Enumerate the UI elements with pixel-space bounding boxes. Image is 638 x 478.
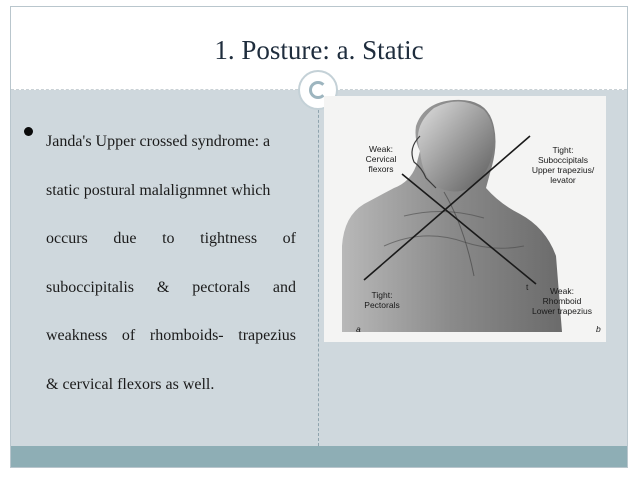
bullet-line-5: [24, 312, 296, 361]
word-to: to: [162, 230, 175, 247]
label-weak-cervical-3: flexors: [368, 164, 394, 174]
word-weakness: weakness: [46, 327, 108, 344]
slide-title: 1. Posture: a. Static: [214, 35, 424, 65]
label-tight-sub-4: levator: [550, 175, 576, 185]
word-rhomboids: rhomboids-: [149, 327, 224, 344]
label-t: t: [526, 282, 529, 292]
word-occurs: occurs: [46, 230, 88, 247]
bullet-line-2: static postural malalignmnet which: [46, 181, 271, 199]
label-weak-cervical: [354, 144, 408, 174]
bullet-line-3: [24, 215, 296, 264]
label-tight-pectorals: [358, 290, 406, 310]
label-tight-pect-2: Pectorals: [364, 300, 400, 310]
bullet-text: [24, 118, 296, 409]
label-weak-rhomboid: [524, 286, 600, 316]
label-weak-cervical-1: Weak:: [369, 144, 393, 154]
label-weak-rhom-2: Rhomboid: [542, 296, 582, 306]
label-weak-rhom-3: Lower trapezius: [531, 306, 592, 316]
label-tight-pect-1: Tight:: [371, 290, 393, 300]
word-and: and: [272, 278, 296, 296]
bullet-line-1: Janda's Upper crossed syndrome: a: [46, 133, 271, 150]
word-trapezius: trapezius: [238, 327, 296, 344]
label-weak-cervical-2: Cervical: [365, 154, 397, 164]
label-weak-rhom-1: Weak:: [550, 286, 574, 296]
word-of-2: of: [121, 327, 136, 344]
word-pectorals: pectorals: [192, 278, 250, 296]
label-tight-suboccipitals: [522, 145, 604, 185]
bullet-line-6: & cervical flexors as well.: [46, 375, 215, 393]
label-b: b: [596, 324, 601, 334]
upper-crossed-figure: [324, 96, 606, 342]
word-due: due: [113, 230, 137, 247]
word-of: of: [282, 230, 296, 247]
word-tightness: tightness: [200, 230, 258, 247]
label-tight-sub-2: Suboccipitals: [537, 155, 589, 165]
label-tight-sub-3: Upper trapezius/: [531, 165, 595, 175]
label-a: a: [356, 324, 361, 334]
bullet-line-4: [24, 264, 296, 313]
label-tight-sub-1: Tight:: [552, 145, 574, 155]
word-suboccipitalis: suboccipitalis: [46, 278, 134, 296]
word-amp: &: [156, 278, 170, 296]
